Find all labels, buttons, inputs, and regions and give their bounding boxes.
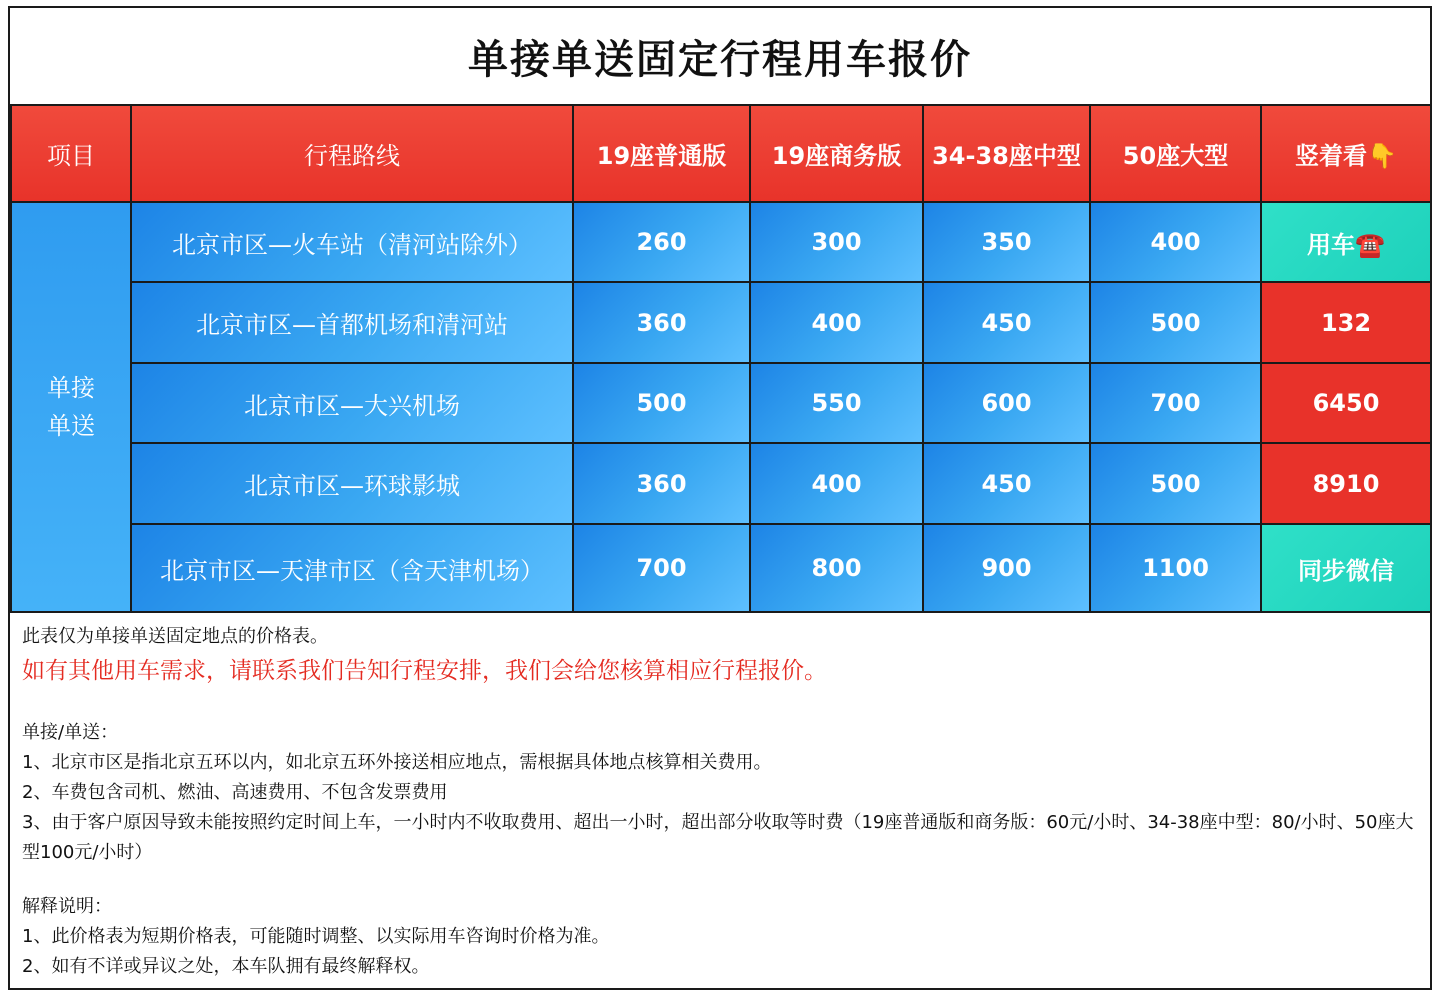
notes-item: 1、此价格表为短期价格表，可能随时调整、以实际用车咨询时价格为准。 (22, 926, 610, 947)
price-sheet (8, 6, 1432, 990)
price-cell: 1100 (1090, 524, 1261, 612)
price-cell: 500 (1090, 282, 1261, 363)
table-row (11, 363, 1431, 443)
header-item: 项目 (11, 105, 131, 202)
table-row (11, 524, 1431, 612)
table-row (11, 282, 1431, 363)
header-34-38-medium: 34-38座中型 (923, 105, 1090, 202)
notes-item: 2、如有不详或异议之处，本车队拥有最终解释权。 (22, 956, 430, 977)
route-cell: 北京市区—天津市区（含天津机场） (131, 524, 573, 612)
price-cell: 600 (923, 363, 1090, 443)
route-cell: 北京市区—火车站（清河站除外） (131, 202, 573, 282)
side-cell-call: 用车☎️ (1261, 202, 1431, 282)
price-cell: 360 (573, 443, 750, 524)
page-title: 单接单送固定行程用车报价 (10, 8, 1430, 106)
notes-section1-title: 单接/单送： (22, 722, 119, 743)
notes-section (22, 622, 1418, 982)
header-route: 行程路线 (131, 105, 573, 202)
notes-item: 2、车费包含司机、燃油、高速费用、不包含发票费用 (22, 782, 448, 803)
notes-item: 3、由于客户原因导致未能按照约定时间上车，一小时内不收取费用、超出一小时，超出部分收取等时费（19座普通版和商务版：60元/小时、34-38座中型：80/小时、50座大型100元/小时） (22, 812, 1414, 863)
price-cell: 260 (573, 202, 750, 282)
price-cell: 500 (1090, 443, 1261, 524)
route-cell: 北京市区—首都机场和清河站 (131, 282, 573, 363)
notes-intro: 此表仅为单接单送固定地点的价格表。 (22, 626, 328, 647)
header-50-large: 50座大型 (1090, 105, 1261, 202)
price-cell: 500 (573, 363, 750, 443)
price-cell: 400 (750, 443, 923, 524)
notes-item: 1、北京市区是指北京五环以内，如北京五环外接送相应地点，需根据具体地点核算相关费用。 (22, 752, 772, 773)
header-side-note: 竖着看👇 (1261, 105, 1431, 202)
price-cell: 450 (923, 443, 1090, 524)
group-label-text: 单接 单送 (47, 374, 95, 440)
price-cell: 900 (923, 524, 1090, 612)
side-cell-number: 132 (1261, 282, 1431, 363)
price-cell: 700 (1090, 363, 1261, 443)
table-row (11, 443, 1431, 524)
notes-highlight: 如有其他用车需求，请联系我们告知行程安排，我们会给您核算相应行程报价。 (22, 658, 827, 684)
header-row (11, 105, 1431, 202)
header-19-business: 19座商务版 (750, 105, 923, 202)
price-cell: 450 (923, 282, 1090, 363)
price-cell: 360 (573, 282, 750, 363)
price-table (10, 104, 1432, 613)
group-label (11, 202, 131, 612)
side-cell-number: 6450 (1261, 363, 1431, 443)
price-cell: 550 (750, 363, 923, 443)
header-19-standard: 19座普通版 (573, 105, 750, 202)
price-cell: 400 (1090, 202, 1261, 282)
side-cell-wechat: 同步微信 (1261, 524, 1431, 612)
route-cell: 北京市区—环球影城 (131, 443, 573, 524)
price-cell: 350 (923, 202, 1090, 282)
side-cell-number: 8910 (1261, 443, 1431, 524)
price-cell: 300 (750, 202, 923, 282)
price-cell: 700 (573, 524, 750, 612)
route-cell: 北京市区—大兴机场 (131, 363, 573, 443)
notes-section2-title: 解释说明： (22, 896, 112, 917)
table-row (11, 202, 1431, 282)
price-cell: 400 (750, 282, 923, 363)
price-cell: 800 (750, 524, 923, 612)
